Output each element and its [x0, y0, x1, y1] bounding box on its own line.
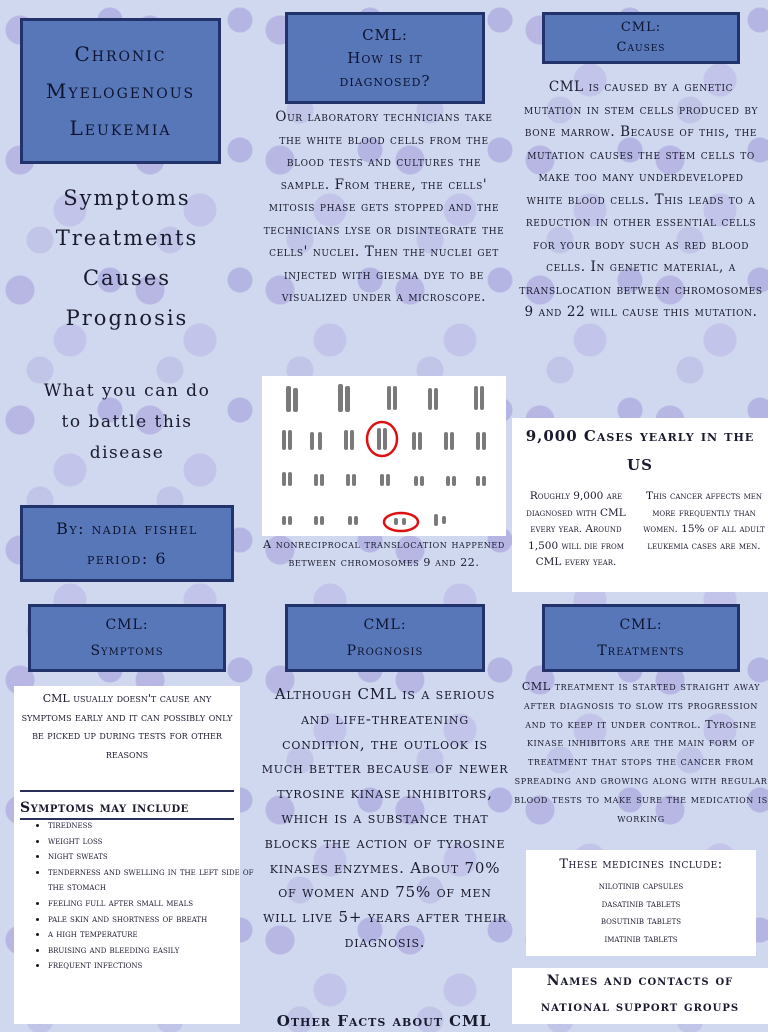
- causes-header: [542, 12, 740, 64]
- treatments-header-line-1: CML:: [619, 617, 663, 633]
- symptoms-header-line-2: Symptoms: [90, 643, 164, 659]
- list-item: • feeling full after small meals: [48, 896, 266, 912]
- support-groups-title: Names and contacts of national support groups: [540, 973, 740, 1015]
- symptoms-header-line-1: CML:: [105, 617, 149, 633]
- prognosis-body: Although CML is a serious and life-threatening condition, the outlook is much better because of newer tyrosine kinase inhibitors, which is a substance that blocks the action of tyrosine kinases enzymes. About 70% of women and 75% of men will live 5+ years after their diagnosis.: [261, 685, 509, 951]
- diagnosis-header: [285, 12, 485, 104]
- author-period: period: 6: [86, 548, 168, 568]
- treatments-header-line-2: Treatments: [597, 643, 685, 659]
- symptoms-box: [14, 686, 254, 1024]
- prognosis-header-line-1: CML:: [363, 617, 407, 633]
- treatments-body: CML treatment is started straight away after diagnosis to slow its progression and to keep it under control. Tyrosine kinase inhibitors are the main form of treatment that stops the cancer from spreading and growing along with regular blood tests to make sure the medication is working: [514, 680, 768, 825]
- title-line-1: Chronic: [74, 41, 167, 66]
- medicines-title: These medicines include:: [559, 857, 723, 872]
- list-item: nilotinib capsules: [598, 880, 684, 892]
- list-item: bosutinib tablets: [600, 915, 682, 927]
- diagnosis-header-line-1: CML:: [362, 25, 408, 44]
- karyotype-chromosomes: [262, 376, 506, 536]
- karyotype-caption: A nonreciprocal translocation happened between chromosomes 9 and 22.: [263, 538, 505, 569]
- chromosome-22-highlight: [384, 513, 418, 531]
- prognosis-header-line-2: Prognosis: [346, 643, 424, 659]
- topic-treatments: Treatments: [55, 226, 199, 250]
- other-facts-heading: Other Facts about CML: [276, 1012, 492, 1030]
- tagline-line-1: What you can do: [43, 381, 211, 401]
- medicines-list: [526, 878, 756, 948]
- karyotype-image: [262, 376, 506, 536]
- list-item: imatinib tablets: [604, 932, 678, 945]
- symptoms-divider-top: [20, 790, 234, 792]
- causes-body: CML is caused by a genetic mutation in stem cells produced by bone marrow. Because of this, the mutation causes the stem cells to make too many underdeveloped white blood cells. This leads to a reduction in other essential cells for your body such as red blood cells. In genetic material, a translocation between chromosomes 9 and 22 will cause this mutation.: [519, 79, 763, 320]
- symptoms-header: [28, 604, 226, 672]
- tagline: [20, 376, 234, 469]
- author-name: By: nadia fishel: [56, 518, 198, 538]
- causes-header-line-1: CML:: [620, 20, 662, 35]
- tagline-line-3: disease: [89, 443, 165, 463]
- list-item: • frequent infections: [48, 958, 266, 974]
- chromosome-9-highlight: [367, 422, 397, 456]
- title-line-3: Leukemia: [69, 115, 172, 140]
- list-item: • weight loss: [48, 834, 266, 850]
- topic-symptoms: Symptoms: [63, 186, 191, 210]
- stats-box: [512, 418, 768, 592]
- title-box: [20, 18, 221, 164]
- list-item: • pale skin and shortness of breath: [48, 912, 266, 928]
- list-item: dasatinib tablets: [601, 897, 681, 910]
- list-item: • night sweats: [48, 849, 266, 865]
- diagnosis-body: Our laboratory technicians take the white blood cells from the blood tests and cultures the sample. From there, the cells' mitosis phase gets stopped and the technicians lyse or disintegrate the cells' nuclei. Then the nuclei get injected with giesma dye to be visualized under a microscope.: [263, 109, 505, 305]
- list-item: • a high temperature: [48, 927, 266, 943]
- symptoms-list-title: Symptoms may include: [20, 800, 189, 816]
- title-line-2: Myelogenous: [45, 78, 196, 103]
- diagnosis-header-line-3: diagnosed?: [339, 71, 431, 90]
- list-item: • bruising and bleeding easily: [48, 943, 266, 959]
- diagnosis-header-line-2: How is it: [347, 48, 423, 67]
- symptoms-intro: CML usually doesn't cause any symptoms early and it can possibly only be picked up during tests for other reasons: [21, 692, 233, 761]
- topic-prognosis: Prognosis: [65, 306, 189, 330]
- topics-list: [20, 178, 234, 338]
- tagline-line-2: to battle this: [61, 412, 193, 432]
- symptoms-list: [14, 818, 266, 974]
- medicines-box: [526, 850, 756, 956]
- prognosis-header: [285, 604, 485, 672]
- causes-header-line-2: Causes: [616, 40, 666, 55]
- list-item: • tiredness: [48, 818, 266, 834]
- stats-header: 9,000 Cases yearly in the US: [525, 427, 755, 474]
- topic-causes: Causes: [82, 266, 172, 290]
- stats-left-text: Roughly 9,000 are diagnosed with CML every year. Around 1,500 will die from CML every year.: [526, 490, 626, 568]
- author-box: [20, 505, 234, 582]
- treatments-header: [542, 604, 740, 672]
- list-item: • tenderness and swelling in the left side of the stomach: [48, 865, 266, 896]
- support-groups-box: [512, 968, 768, 1024]
- stats-right-text: This cancer affects men more frequently than women. 15% of all adult leukemia cases are men.: [643, 490, 765, 552]
